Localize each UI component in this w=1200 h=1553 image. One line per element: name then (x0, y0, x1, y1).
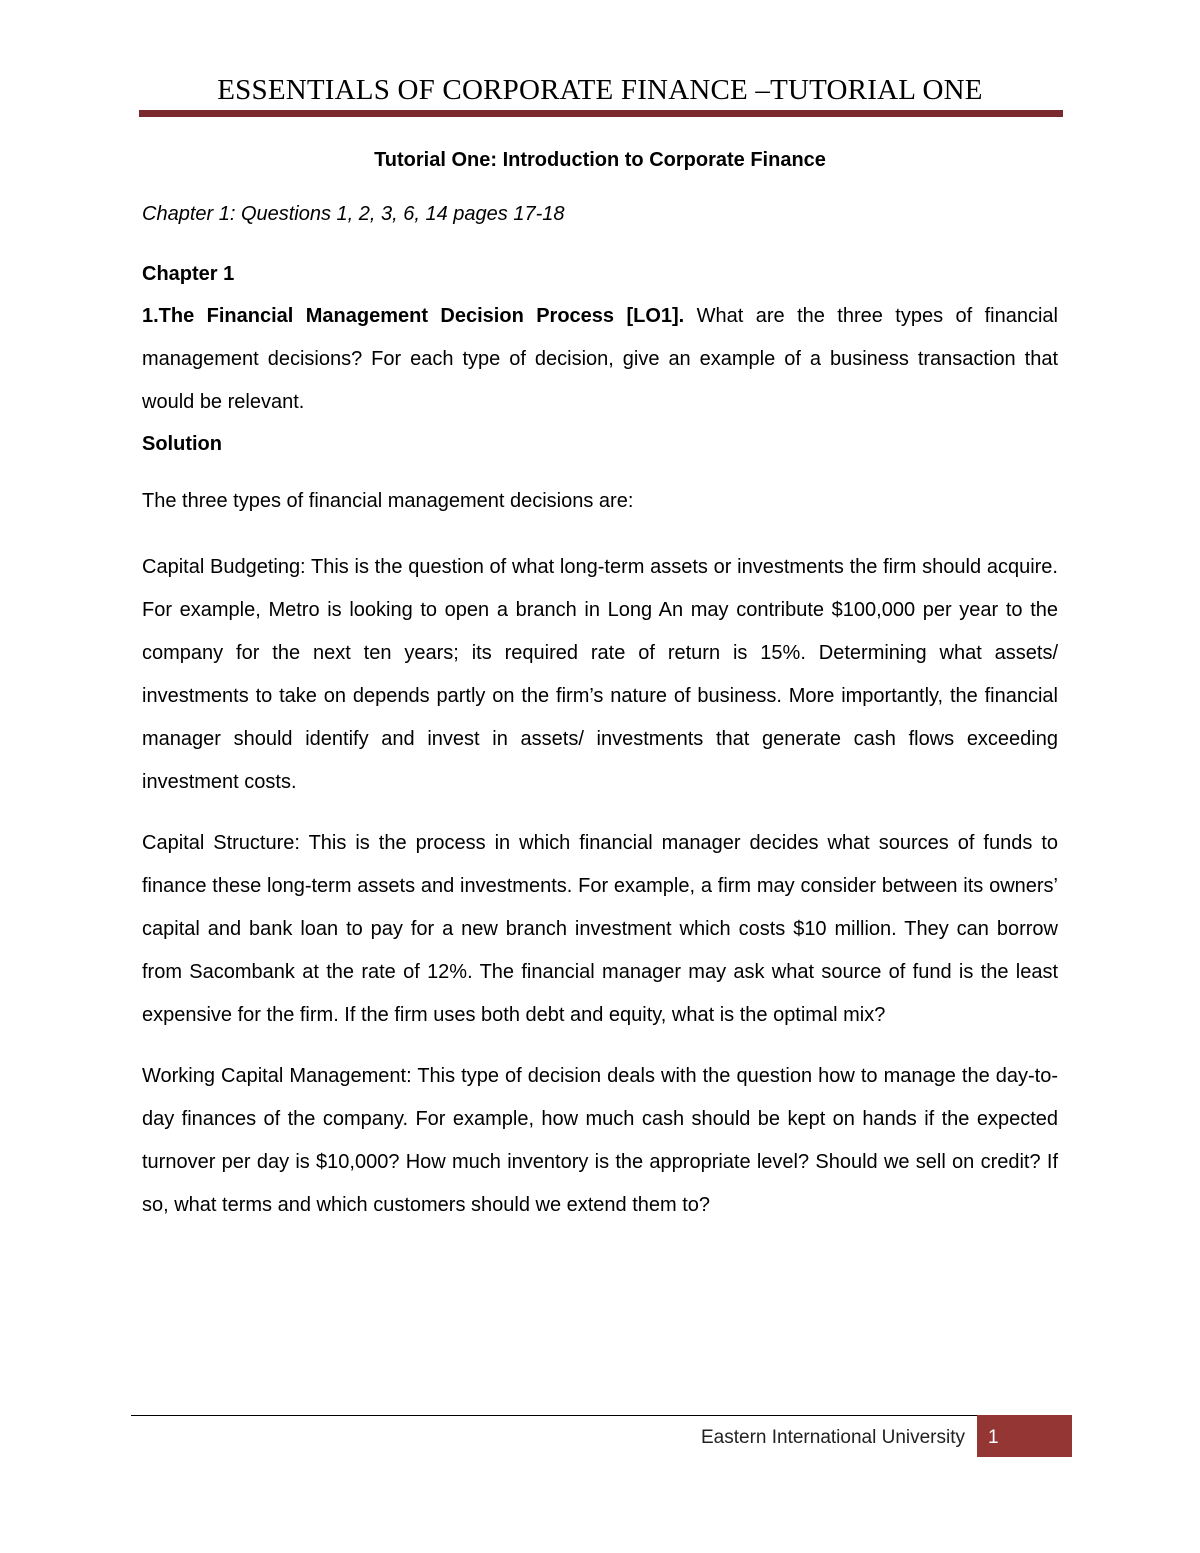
chapter-heading: Chapter 1 (142, 263, 235, 285)
footer-institution: Eastern International University (700, 1427, 965, 1448)
paragraph-capital-budgeting: Capital Budgeting: This is the question of what long-term assets or investments the firm should acquire. For example, Metro is looking to open a branch in Long An may contribute $100,000 per year to the company for the next ten years; its required rate of return is 15%. Determining what assets/ investments to take on depends partly on the firm’s nature of business. More importantly, the financial manager should identify and invest in assets/ investments that generate cash flows exceeding investment costs. (142, 556, 1058, 793)
document-title: Tutorial One: Introduction to Corporate Finance (374, 149, 826, 171)
question-text: What are the three types of financial management decisions? For each type of decision, give an example of a business transaction that would be relevant. (142, 305, 1059, 413)
running-header: ESSENTIALS OF CORPORATE FINANCE –TUTORIAL ONE (217, 74, 983, 106)
chapter-reference: Chapter 1: Questions 1, 2, 3, 6, 14 pages 17-18 (142, 203, 565, 225)
paragraph-capital-structure: Capital Structure: This is the process in which financial manager decides what sources of funds to finance these long-term assets and investments. For example, a firm may consider between its owners’ capital and bank loan to pay for a new branch investment which costs $10 million. They can borrow from Sacombank at the rate of 12%. The financial manager may ask what source of fund is the least expensive for the firm. If the firm uses both debt and equity, what is the optimal mix? (142, 832, 1058, 1026)
question-1 (142, 295, 1058, 424)
page-number: 1 (988, 1427, 999, 1448)
footer-rule (131, 1415, 1072, 1416)
question-title: 1.The Financial Management Decision Process [LO1]. (142, 305, 685, 327)
header-rule (139, 110, 1063, 117)
paragraph-working-capital: Working Capital Management: This type of decision deals with the question how to manage the day-to-day finances of the company. For example, how much cash should be kept on hands if the expected turnover per day is $10,000? How much inventory is the appropriate level? Should we sell on credit? If so, what terms and which customers should we extend them to? (142, 1065, 1058, 1216)
solution-label: Solution (142, 433, 222, 455)
document-body (142, 145, 1058, 1245)
solution-intro: The three types of financial management decisions are: (142, 490, 634, 512)
